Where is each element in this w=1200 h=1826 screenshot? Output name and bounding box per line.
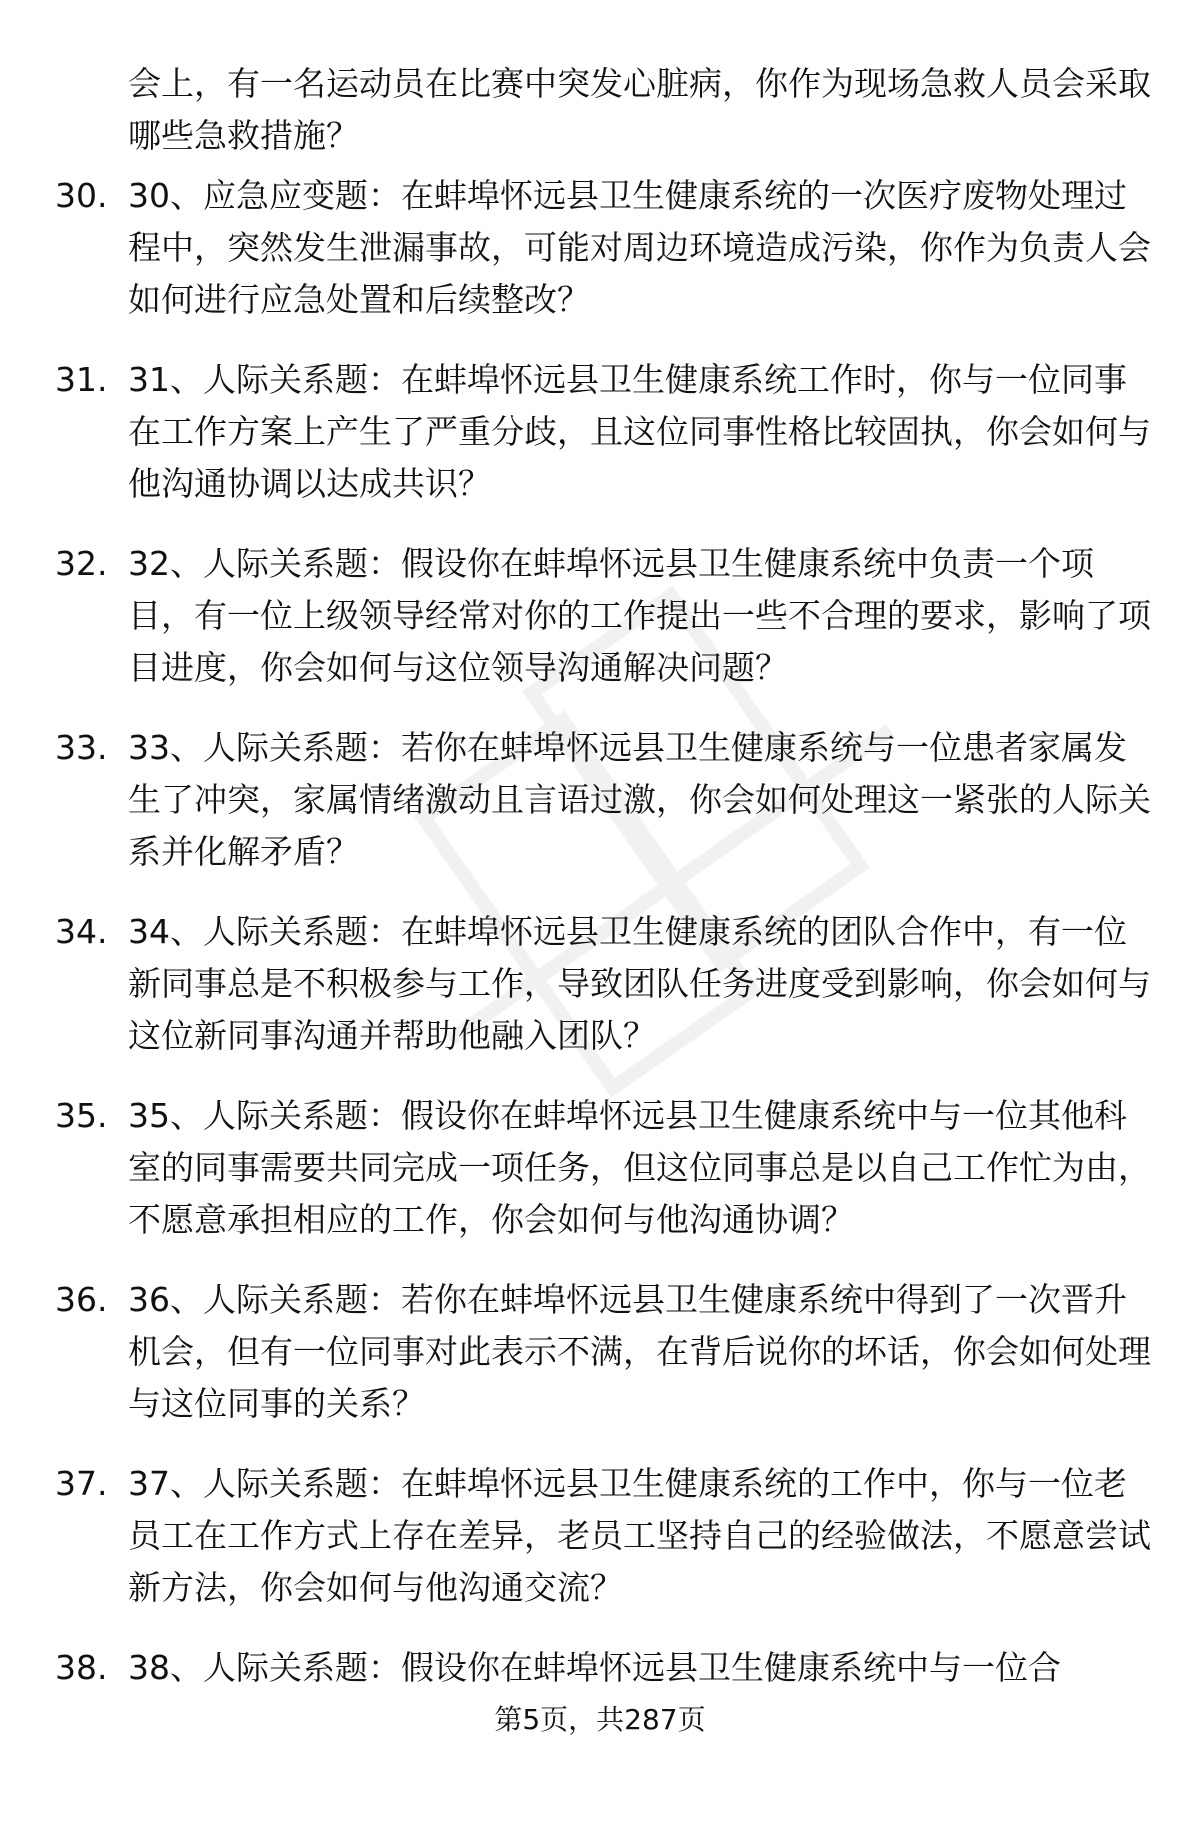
question-text: 32、人际关系题：假设你在蚌埠怀远县卫生健康系统中负责一个项目，有一位上级领导经常对你的工作提出一些不合理的要求，影响了项目进度，你会如何与这位领导沟通解决问题？ bbox=[128, 544, 1151, 687]
list-item bbox=[0, 170, 1200, 354]
list-item bbox=[0, 1274, 1200, 1458]
list-item bbox=[0, 906, 1200, 1090]
question-text: 36、人际关系题：若你在蚌埠怀远县卫生健康系统中得到了一次晋升机会，但有一位同事对此表示不满，在背后说你的坏话，你会如何处理与这位同事的关系？ bbox=[128, 1280, 1151, 1423]
question-number: 37. bbox=[55, 1464, 108, 1503]
question-number: 38. bbox=[55, 1648, 108, 1687]
question-number: 35. bbox=[55, 1096, 108, 1135]
list-item bbox=[0, 722, 1200, 906]
list-item bbox=[0, 354, 1200, 538]
continuation-text: 会上，有一名运动员在比赛中突发心脏病，你作为现场急救人员会采取哪些急救措施？ bbox=[128, 64, 1151, 155]
question-number: 33. bbox=[55, 728, 108, 767]
page-footer: 第5页，共287页 bbox=[494, 1703, 706, 1736]
list-item bbox=[0, 1090, 1200, 1274]
question-number: 32. bbox=[55, 544, 108, 583]
question-list bbox=[0, 170, 1200, 1826]
list-item bbox=[0, 538, 1200, 722]
list-item bbox=[0, 1458, 1200, 1642]
question-number: 36. bbox=[55, 1280, 108, 1319]
question-text: 35、人际关系题：假设你在蚌埠怀远县卫生健康系统中与一位其他科室的同事需要共同完成一项任务，但这位同事总是以自己工作忙为由，不愿意承担相应的工作，你会如何与他沟通协调？ bbox=[128, 1096, 1151, 1239]
question-text: 33、人际关系题：若你在蚌埠怀远县卫生健康系统与一位患者家属发生了冲突，家属情绪激动且言语过激，你会如何处理这一紧张的人际关系并化解矛盾？ bbox=[128, 728, 1151, 871]
question-text: 30、应急应变题：在蚌埠怀远县卫生健康系统的一次医疗废物处理过程中，突然发生泄漏事故，可能对周边环境造成污染，你作为负责人会如何进行应急处置和后续整改？ bbox=[128, 176, 1151, 319]
question-text: 34、人际关系题：在蚌埠怀远县卫生健康系统的团队合作中，有一位新同事总是不积极参与工作，导致团队任务进度受到影响，你会如何与这位新同事沟通并帮助他融入团队？ bbox=[128, 912, 1151, 1055]
question-text: 31、人际关系题：在蚌埠怀远县卫生健康系统工作时，你与一位同事在工作方案上产生了严重分歧，且这位同事性格比较固执，你会如何与他沟通协调以达成共识？ bbox=[128, 360, 1151, 503]
question-number: 34. bbox=[55, 912, 108, 951]
question-number: 31. bbox=[55, 360, 108, 399]
question-number: 30. bbox=[55, 176, 108, 215]
question-text: 38、人际关系题：假设你在蚌埠怀远县卫生健康系统中与一位合 bbox=[128, 1648, 1061, 1687]
question-text: 37、人际关系题：在蚌埠怀远县卫生健康系统的工作中，你与一位老员工在工作方式上存在差异，老员工坚持自己的经验做法，不愿意尝试新方法，你会如何与他沟通交流？ bbox=[128, 1464, 1151, 1607]
